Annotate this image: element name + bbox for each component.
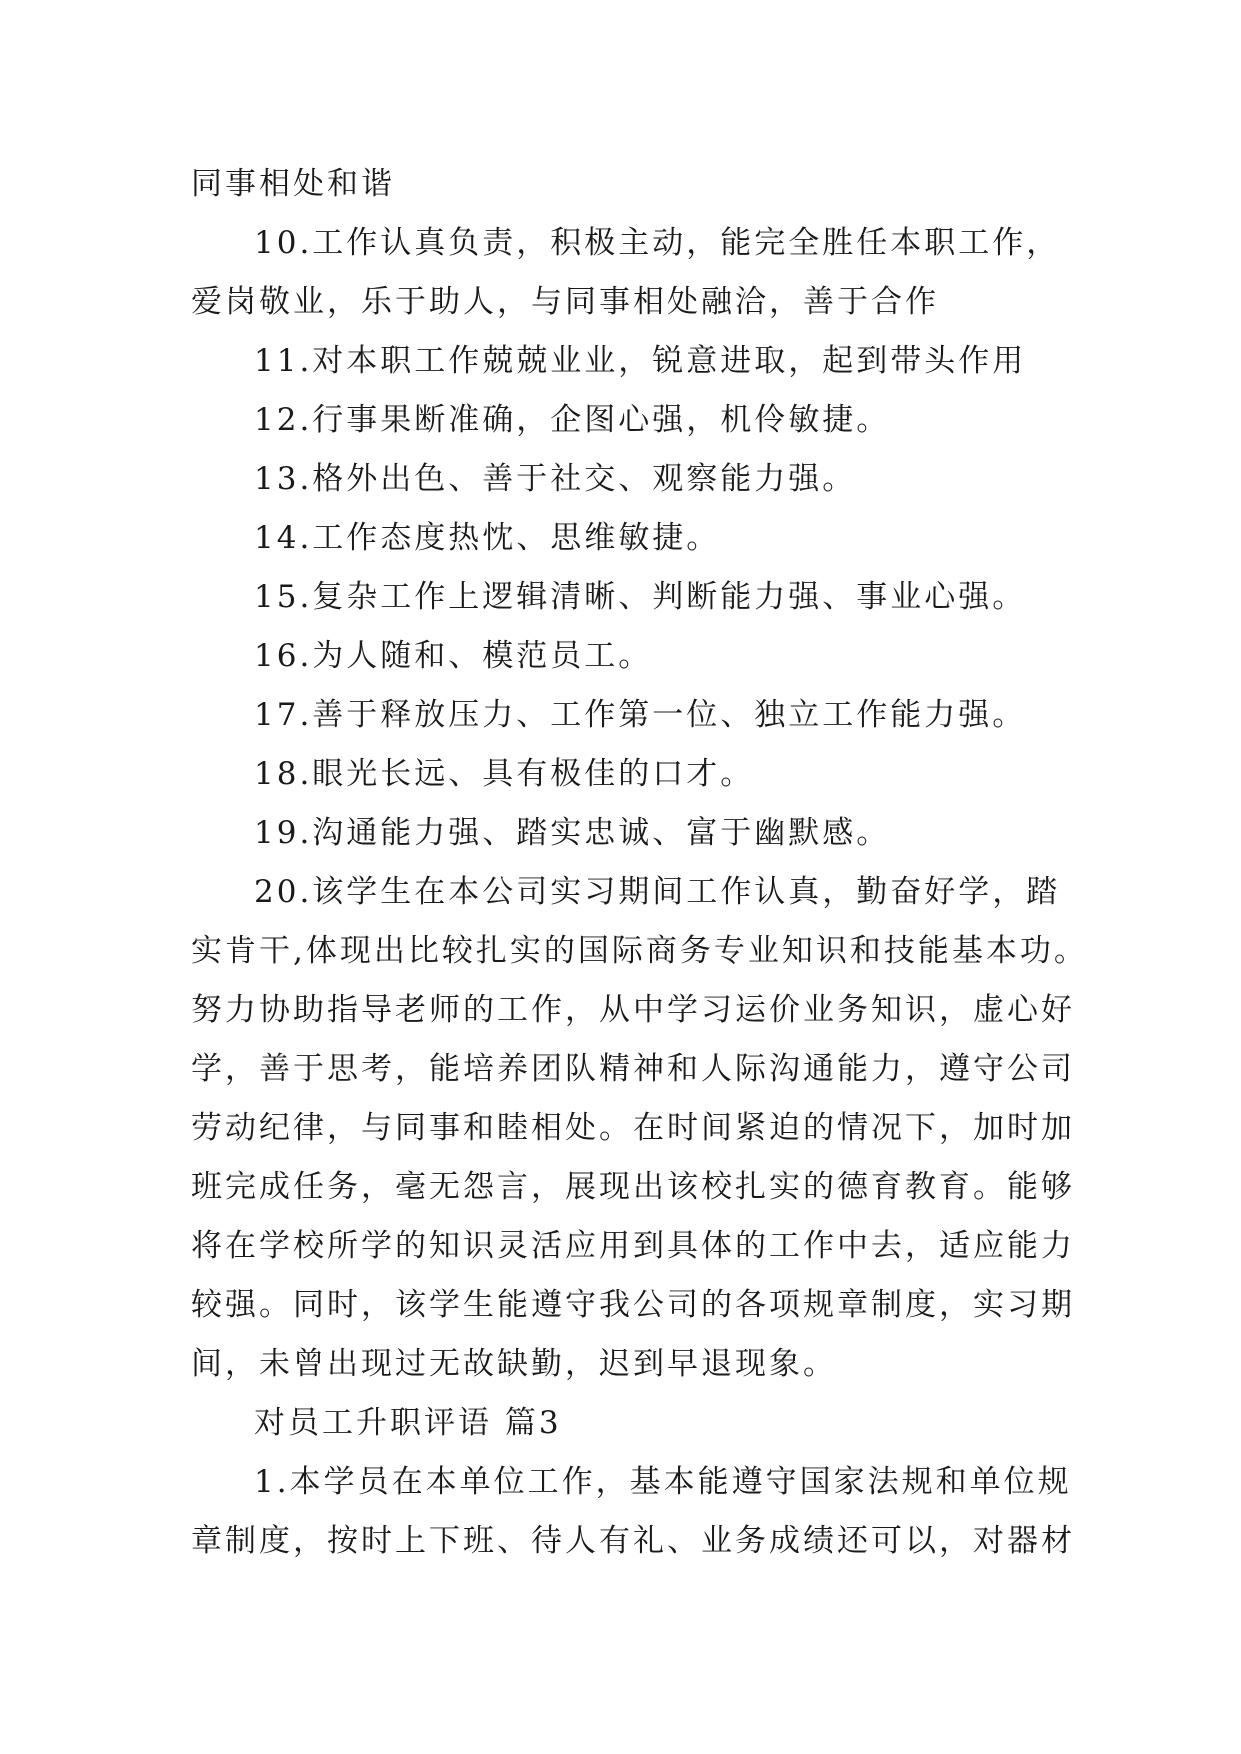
text-line: 11.对本职工作兢兢业业，锐意进取，起到带头作用 [254,343,1027,379]
text-line: 班完成任务，毫无怨言，展现出该校扎实的德育教育。能够 [191,1169,1075,1205]
text-line: 章制度，按时上下班、待人有礼、业务成绩还可以，对器材 [191,1523,1075,1559]
text-line: 12.行事果断准确，企图心强，机伶敏捷。 [254,402,891,438]
text-line: 实肯干,体现出比较扎实的国际商务专业知识和技能基本功。 [191,933,1088,969]
text-line: 14.工作态度热忱、思维敏捷。 [254,520,721,556]
section-heading: 对员工升职评语 篇3 [254,1405,562,1441]
text-line: 19.沟通能力强、踏实忠诚、富于幽默感。 [254,815,891,851]
text-line: 努力协助指导老师的工作，从中学习运价业务知识，虚心好 [191,992,1075,1028]
text-line: 18.眼光长远、具有极佳的口才。 [254,756,755,792]
text-line: 爱岗敬业，乐于助人，与同事相处融洽，善于合作 [191,284,939,320]
text-line: 10.工作认真负责，积极主动，能完全胜任本职工作， [254,225,1061,261]
document-body [191,155,1088,1571]
text-line: 17.善于释放压力、工作第一位、独立工作能力强。 [254,697,1027,733]
text-line: 20.该学生在本公司实习期间工作认真，勤奋好学，踏 [254,874,1061,910]
text-line: 学，善于思考，能培养团队精神和人际沟通能力，遵守公司 [191,1051,1075,1087]
text-line: 劳动纪律，与同事和睦相处。在时间紧迫的情况下，加时加 [191,1110,1075,1146]
text-line: 15.复杂工作上逻辑清晰、判断能力强、事业心强。 [254,579,1027,615]
text-line: 较强。同时，该学生能遵守我公司的各项规章制度，实习期 [191,1287,1075,1323]
text-line: 1.本学员在本单位工作，基本能遵守国家法规和单位规 [254,1464,1072,1500]
text-line: 16.为人随和、模范员工。 [254,638,653,674]
text-line: 13.格外出色、善于社交、观察能力强。 [254,461,857,497]
text-line: 将在学校所学的知识灵活应用到具体的工作中去，适应能力 [191,1228,1075,1264]
text-line: 间，未曾出现过无故缺勤，迟到早退现象。 [191,1346,837,1382]
text-line: 同事相处和谐 [191,166,395,202]
